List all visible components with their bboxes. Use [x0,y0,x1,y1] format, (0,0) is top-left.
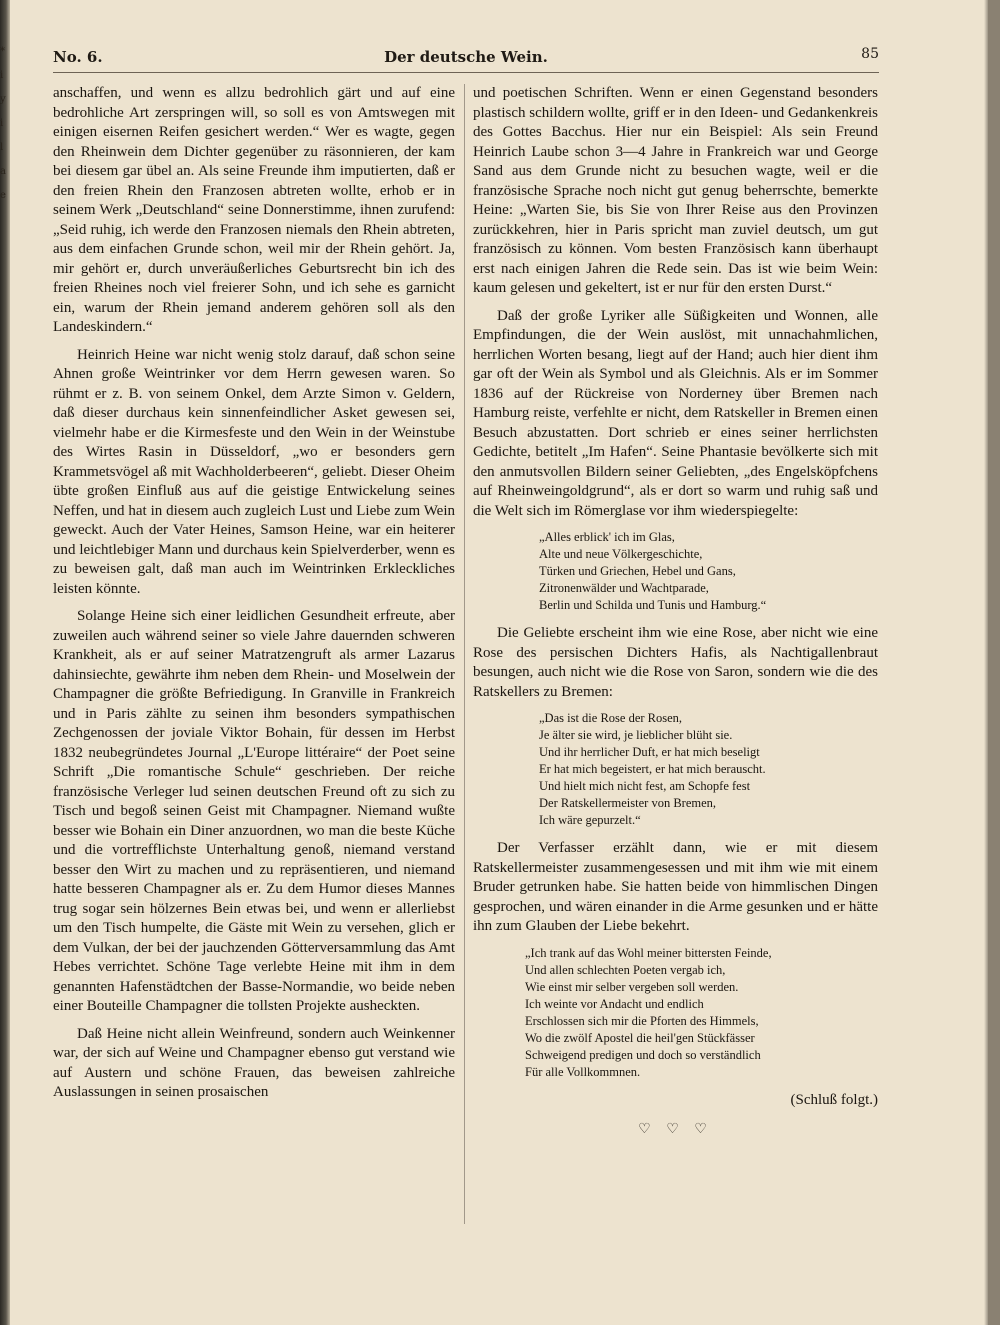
verse-line: Zitronenwälder und Wachtparade, [539,581,709,595]
verse-line: Er hat mich begeistert, er hat mich berauscht. [539,762,766,776]
left-column [53,84,455,1111]
heart-ornament-icon: ♡ ♡ ♡ [638,1122,713,1137]
verse-line: Ich weinte vor Andacht und endlich [525,996,704,1011]
verse-line: Für alle Vollkommnen. [525,1064,641,1079]
paragraph: Daß der große Lyriker alle Süßigkeiten und Wonnen, alle Empfindungen, die der Wein auslöst, mit unnachahmlichen, herrlichen Worten besang, liegt auf der Hand; auch hier dient ihm gar oft der Wein als Symbol und als Gleichnis. Als er im Sommer 1836 auf der Rückreise von Norderney über Bremen nach Hamburg reiste, verfehlte er nicht, dem Ratskeller in Bremen einen Besuch abzustatten. Dort schrieb er eines seiner herrlichsten Gedichte, betitelt „Im Hafen“. Seine Phantasie bevölkerte sich mit den anmutsvollen Bildern seiner Geliebten, „des Engelsköpfchens auf Rheinweingoldgrund“, als er dort so warm und ruhig saß und die Welt sich im Römerglase vor ihm wiederspiegelte: [473,307,878,519]
paragraph: Heinrich Heine war nicht wenig stolz darauf, daß schon seine Ahnen große Weintrinker vor dem Herrn gewesen waren. So rühmt er z. B. von seinem Onkel, dem Arzte Simon v. Geldern, daß dieser durchaus kein sinnenfeindlicher Asket gewesen sei, vielmehr habe er die Kirmesfeste und den Wein in der Weinstube des Wirtes Rasin in Düsseldorf, „wo er besonders gern Krammetsvögel aß mit Wachholderbeeren“, geliebt. Dieser Oheim übte großen Einfluß aus auf die geistige Entwickelung seines Neffen, und hat in diesem auch zugleich Lust und Liebe zum Wein geweckt. Auch der Vater Heines, Samson Heine, war ein heiterer und leichtlebiger Mann und durchaus kein Spielverderber, wenn es zu beweisen galt, daß man auch im Weintrinken Erkleckliches leisten könnte. [53,346,455,597]
verse-line: Wie einst mir selber vergeben soll werden. [525,979,739,994]
verse-line: Je älter sie wird, je lieblicher blüht sie. [539,728,733,742]
paragraph: anschaffen, und wenn es allzu bedrohlich gärt und auf eine bedrohliche Art zerspringen will, so soll es von Amtswegen mit einigen eisernen Reifen gesichert werden.“ Wer es wagte, gegen den Rheinwein dem Dichter gegenüber zu räsonnieren, der kam bei diesem gar übel an. Als seine Freunde ihm imputierten, daß er den freien Rhein den Franzosen abtreten wollte, erhob er in seinem Werk „Deutschland“ seine Donnerstimme, ihnen zurufend: „Seid ruhig, ich werde den Franzosen niemals den Rhein abtreten, aus dem einfachen Grunde schon, weil mir der Rhein gehört. Ja, mir gehört er, durch unveräußerliches Geburtsrecht bin ich des freien Rheines noch viel freierer Sohn, und ich sehe es garnicht ein, warum der Rhein jemand anderem gehören soll als den Landeskindern.“ [53,85,455,335]
newspaper-page [10,0,988,1325]
margin-mark: a [0,166,6,177]
verse-line: Schweigend predigen und doch so verständlich [525,1047,761,1062]
margin-mark: i [0,118,4,129]
header-rule [53,72,879,73]
verse-line: Berlin und Schilda und Tunis und Hamburg.“ [539,598,767,612]
margin-mark: l [0,142,4,153]
verse-line: Wo die zwölf Apostel die heil'gen Stückfässer [525,1030,755,1045]
verse-line: „Alles erblick' ich im Glas, [539,530,675,544]
verse-line: „Ich trank auf das Wohl meiner bittersten Feinde, [525,945,772,960]
margin-mark: e [0,190,6,201]
paragraph: Solange Heine sich einer leidlichen Gesundheit erfreute, aber zuweilen auch während seiner so viele Jahre dauernden schweren Krankheit, als er auf seiner Matratzengruft als armer Lazarus dahinsiechte, gewährte ihm neben dem Rhein- und Moselwein der Champagner die größte Befriedigung. In Granville in Frankreich und in Paris zählte zu seinen ihm besonders sympathischen Zechgenossen der joviale Viktor Bohain, für dessen im Herbst 1832 neubegründetes Journal „L'Europe littéraire“ der Poet seine Schrift „Die romantische Schule“ geschrieben. Der reiche französische Verleger lud seinen deutschen Freund oft zu sich zu Tisch und begoß seinen Geist mit Champagner. Niemand wußte besser wie Bohain ein Diner anzuordnen, wo man die beste Küche und die vortrefflichste Unterhaltung genoß, niemand verstand besser den Wirt zu machen und zu repräsentieren, und niemand hatte besseren Champagner als er. Zu dem Humor dieses Mannes trug sogar sein hölzernes Bein etwas bei, und wenn er allerliebst um den Tisch humpelte, die Gäste mit Wein zu versehen, glich er dem Vulkan, der bei der jauchzenden Götterversammlung das Amt Hebes verrichtet. Schöne Tage verlebte Heine mit ihm in dem genannten Hafenstädtchen der Basse-Normandie, wo beide neben einer Bouteille Champagner die tollsten Projekte ausheckten. [53,608,455,1014]
verse-quote-toast [525,945,878,1081]
verse-quote-glass [539,529,878,614]
verse-line: Alte und neue Völkergeschichte, [539,547,703,561]
paragraph: Daß Heine nicht allein Weinfreund, sondern auch Weinkenner war, der sich auf Weine und Champagner ebenso gut verstand wie auf Austern und schöne Frauen, das beweisen zahlreiche Auslassungen in seinen prosaischen [53,1025,455,1100]
verse-line: Der Ratskellermeister von Bremen, [539,796,717,810]
paragraph: Die Geliebte erscheint ihm wie eine Rose, aber nicht wie eine Rose des persischen Dichters Hafis, als Nachtigallenbraut besungen, auch nicht wie die Rose von Saron, sondern wie die des Ratskellers zu Bremen: [473,625,878,700]
right-column [473,84,878,1140]
margin-mark: * [0,46,5,57]
page-header [53,46,879,70]
margin-mark: i [0,70,4,81]
margin-marks [0,40,10,208]
continuation-note: (Schluß folgt.) [790,1091,878,1108]
paragraph: Der Verfasser erzählt dann, wie er mit diesem Ratskellermeister zusammengesessen und mit ihm wie mit einem Bruder getrunken habe. Sie hatten beide von himmlischen Dingen gesprochen, und wären einander in die Arme gesunken und er hätte ihn zum Glauben der Liebe bekehrt. [473,840,878,934]
page-edge-shadow [984,0,988,1325]
verse-quote-rose [539,710,878,829]
verse-line: Und ihr herrlicher Duft, er hat mich beseligt [539,745,760,759]
verse-line: Ich wäre gepurzelt.“ [539,813,641,827]
binding-gutter [0,0,10,1325]
verse-line: Türken und Griechen, Hebel und Gans, [539,564,736,578]
verse-line: Und hielt mich nicht fest, am Schopfe fest [539,779,751,793]
margin-mark: y [0,94,6,105]
journal-title: Der deutsche Wein. [384,48,548,66]
paragraph: und poetischen Schriften. Wenn er einen Gegenstand besonders plastisch schildern wollte, griff er in den Ideen- und Gedankenkreis des Gottes Bacchus. Hier nur ein Beispiel: Als sein Freund Heinrich Laube schon 3—4 Jahre in Frankreich war und George Sand aus dem Grunde nicht zu besuchen wagte, weil er die französische Sprache noch nicht gut genug beherrschte, bemerkte Heine: „Warten Sie, bis Sie von Ihrer Reise aus den Provinzen zurückkehren, hier in Paris spricht man zuviel deutsch, um gut französisch zu können. Vom besten Französisch kann überhaupt erst nach einigen Jahren die Rede sein. Das ist wie beim Wein: kaum gelesen und gekeltert, ist er nur für den ersten Durst.“ [473,85,878,296]
column-divider [464,84,465,1224]
issue-number: No. 6. [53,48,103,66]
page-number: 85 [861,46,879,62]
verse-line: Und allen schlechten Poeten vergab ich, [525,962,726,977]
verse-line: Erschlossen sich mir die Pforten des Himmels, [525,1013,759,1028]
verse-line: „Das ist die Rose der Rosen, [539,711,683,725]
